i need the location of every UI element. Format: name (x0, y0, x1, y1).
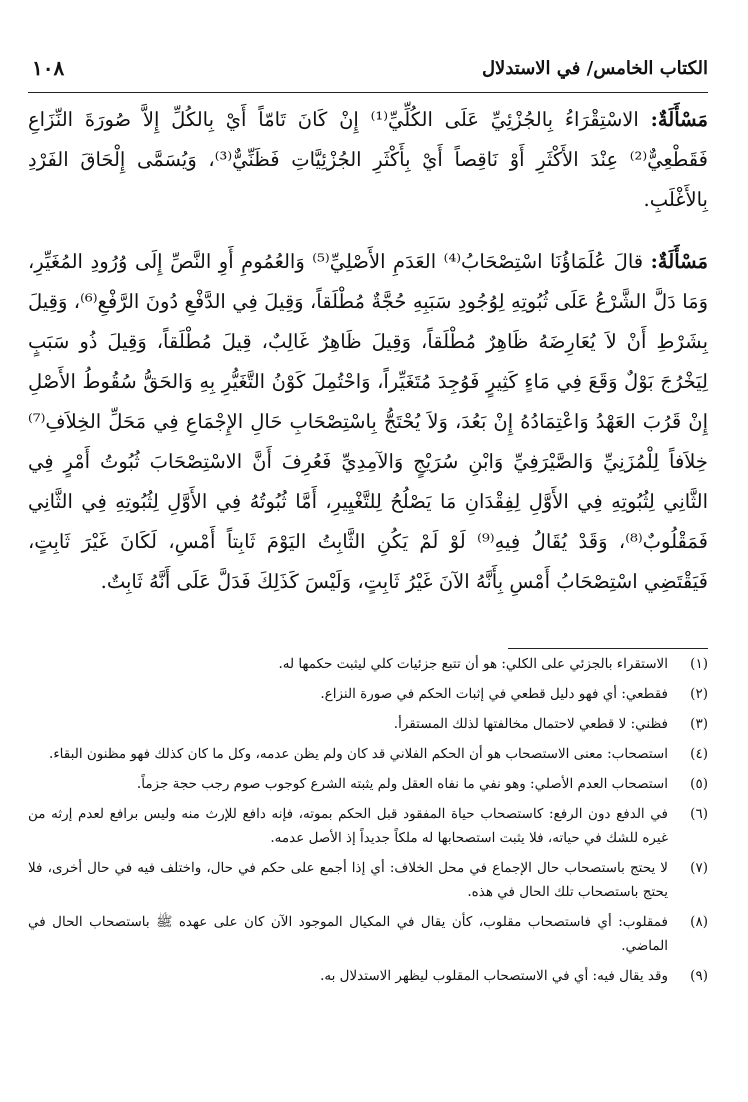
footnote-number: (٢) (690, 686, 708, 702)
footnote-text: لا يحتج باستصحاب حال الإجماع في محل الخلاف: أي إذا أجمع على حكم في حال، واختلف فيه في حال أخرى، فلا يحتج باستصحاب تلك الحال في هذه. (28, 860, 668, 900)
footnote-text: فمقلوب: أي فاستصحاب مقلوب، كأن يقال في المكيال الموجود الآن كان على عهده ﷺ باستصحاب الحال في الماضي. (28, 914, 668, 954)
paragraph-text: الاسْتِقْرَاءُ بِالجُزْئِيِّ عَلَى الكُلِّيِّ⁽¹⁾ إِنْ كَانَ تَامّاً أَيْ بِالكُلِّ إِلاَّ صُورَةَ النِّزَاعِ فَقَطْعِيٌّ⁽²⁾ عِنْدَ الأَكْثَرِ أَوْ نَاقِصاً أَيْ بِأَكْثَرِ الجُزْئِيَّاتِ فَظَنِّيٌّ⁽³⁾، وَيُسَمَّى إِلْحَاقَ الفَرْدِ بِالأَغْلَبِ. (28, 108, 708, 211)
footnote-text: فقطعي: أي فهو دليل قطعي في إثبات الحكم في صورة النزاع. (320, 686, 668, 702)
footnote (28, 856, 708, 904)
footnote-number: (٩) (690, 968, 708, 984)
footnote (28, 682, 708, 706)
footnote-number: (٧) (690, 860, 708, 876)
paragraph (28, 100, 708, 220)
footnote-number: (٥) (690, 776, 708, 792)
paragraph (28, 242, 708, 602)
footnote (28, 712, 708, 736)
footnote-text: استصحاب: معنى الاستصحاب هو أن الحكم الفلاني قد كان ولم يظن عدمه، وكل ما كان كذلك فهو مظنون البقاء. (49, 746, 668, 762)
footnote-text: فظني: لا قطعي لاحتمال مخالفتها لذلك المستقرأ. (393, 716, 668, 732)
footnote-text: وقد يقال فيه: أي في الاستصحاب المقلوب ليظهر الاستدلال به. (320, 968, 668, 984)
footnote-number: (٦) (690, 806, 708, 822)
footnote (28, 772, 708, 796)
running-header (28, 52, 708, 93)
footnote-number: (١) (690, 656, 708, 672)
footnote-separator (508, 648, 708, 649)
footnote-text: في الدفع دون الرفع: كاستصحاب حياة المفقود قبل الحكم بموته، فإنه دافع للإرث منه وليس برافع لعدم إرثه من غيره للشك في حياته، فلا يثبت استصحابها له ملكاً جديداً إذ الأصل عدمه. (28, 806, 668, 846)
footnote-text: الاستقراء بالجزئي على الكلي: هو أن تتبع جزئيات كلي ليثبت حكمها له. (278, 656, 668, 672)
footnote (28, 964, 708, 988)
main-text (28, 100, 708, 624)
issue-label: مَسْأَلَةٌ: (650, 250, 708, 273)
footnote-number: (٣) (690, 716, 708, 732)
footnote (28, 652, 708, 676)
page-number: ١٠٨ (32, 56, 65, 80)
footnote-number: (٤) (690, 746, 708, 762)
running-title: الكتاب الخامس/ في الاستدلال (481, 58, 708, 79)
footnote (28, 742, 708, 766)
footnote (28, 802, 708, 850)
footnote-number: (٨) (690, 914, 708, 930)
footnote-text: استصحاب العدم الأصلي: وهو نفي ما نفاه العقل ولم يثبته الشرع كوجوب صوم رجب حجة جزماً. (136, 776, 668, 792)
issue-label: مَسْأَلَةٌ: (650, 108, 709, 131)
footnote (28, 910, 708, 958)
paragraph-text: قالَ عُلَمَاؤُنَا اسْتِصْحَابُ⁽⁴⁾ العَدَمِ الأَصْلِيِّ⁽⁵⁾ وَالعُمُومِ أَوِ النَّصِّ إِلَى وُرُودِ المُغَيِّرِ، وَمَا دَلَّ الشَّرْعُ عَلَى ثُبُوتِهِ لِوُجُودِ سَبَبِهِ حُجَّةٌ مُطْلَقاً، وَقِيلَ فِي الدَّفْعِ دُونَ الرَّفْعِ⁽⁶⁾، وَقِيلَ بِشَرْطِ أَنْ لاَ يُعَارِضَهُ ظَاهِرٌ مُطْلَقاً، وَقِيلَ ظَاهِرٌ غَالِبٌ، قِيلَ مُطْلَقاً، وَقِيلَ ذُو سَبَبٍ لِيَخْرُجَ بَوْلٌ وَقَعَ فِي مَاءٍ كَثِيرٍ فَوُجِدَ مُتَغَيِّراً، وَاحْتُمِلَ كَوْنُ التَّغَيُّرِ بِهِ وَالحَقُّ سُقُوطُ الأَصْلِ إِنْ قَرُبَ العَهْدُ وَاعْتِمَادُهُ إِنْ بَعُدَ، وَلاَ يُحْتَجُّ بِاسْتِصْحَابِ حَالِ الإِجْمَاعِ فِي مَحَلِّ الخِلاَفِ⁽⁷⁾ خِلاَفاً لِلْمُزَنِيِّ وَالصَّيْرَفِيِّ وَابْنِ سُرَيْجٍ وَالآمِدِيِّ فَعُرِفَ أَنَّ الاسْتِصْحَابَ ثُبُوتُ أَمْرٍ فِي الثَّانِي لِثُبُوتِهِ فِي الأَوَّلِ لِفِقْدَانِ مَا يَصْلُحُ لِلتَّغْيِيرِ، أَمَّا ثُبُوتُهُ فِي الأَوَّلِ لِثُبُوتِهِ فِي الثَّانِي فَمَقْلُوبٌ⁽⁸⁾، وَقَدْ يُقَالُ فِيهِ⁽⁹⁾ لَوْ لَمْ يَكُنِ الثَّابِتُ اليَوْمَ ثَابِتاً أَمْسِ، لَكَانَ غَيْرَ ثَابِتٍ، فَيَقْتَضِي اسْتِصْحَابُ أَمْسِ بِأَنَّهُ الآنَ غَيْرُ ثَابِتٍ، وَلَيْسَ كَذَلِكَ فَدَلَّ عَلَى أَنَّهُ ثَابِتٌ. (28, 250, 709, 593)
footnotes (28, 652, 708, 994)
